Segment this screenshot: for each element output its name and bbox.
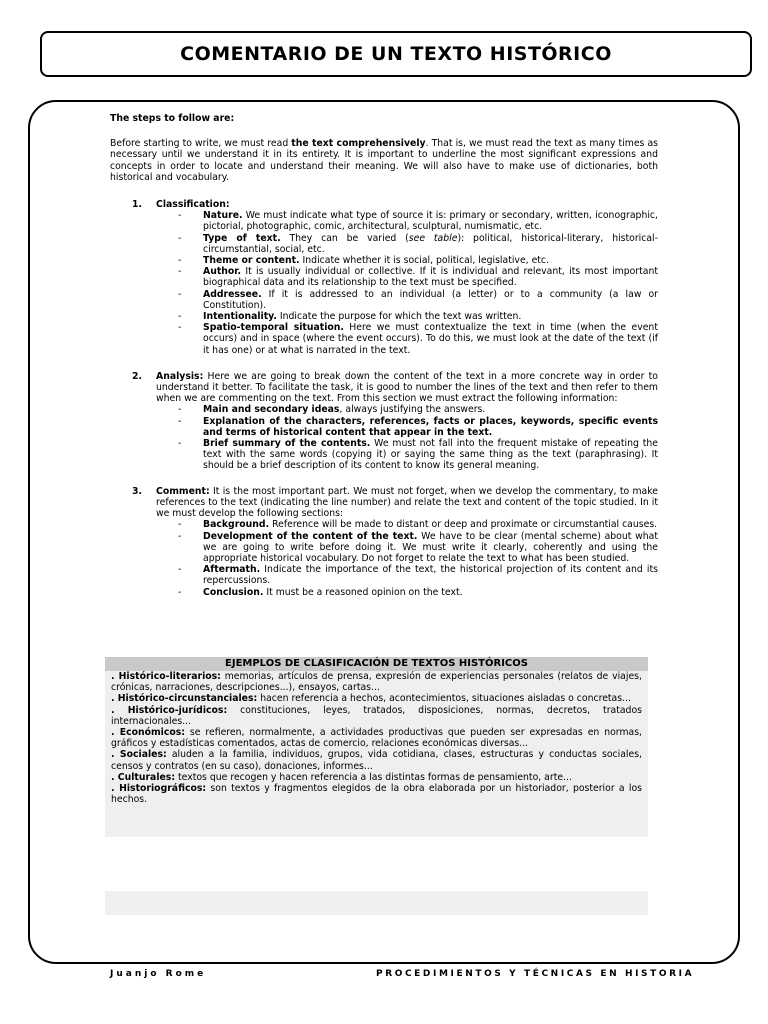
list-item: - Brief summary of the contents. We must not fall into the frequent mistake of repeating the text with the same words (copying it) or saying the same thing as the text (paraphrasing). It should be a brief description of its content to know its general meaning. bbox=[178, 438, 658, 472]
list-item: - Type of text. They can be varied (see table): political, historical-literary, historical-circumstantial, social, etc. bbox=[178, 232, 658, 255]
examples-list bbox=[105, 671, 648, 805]
list-item: - Intentionality. Indicate the purpose for which the text was written. bbox=[178, 311, 522, 323]
section-title: Comment: bbox=[156, 485, 210, 497]
section-text: It is the most important part. We must not forget, when we develop the commentary, to make references to the text (indicating the line number) and relate the text and content of the topic studied. In it we must develop the following sections: bbox=[156, 485, 658, 520]
list-item: - Addressee. If it is addressed to an individual (a letter) or to a community (a law or Constitution). bbox=[178, 288, 658, 311]
list-item: - Main and secondary ideas, always justifying the answers. bbox=[178, 404, 486, 416]
steps-heading: The steps to follow are: bbox=[110, 113, 235, 124]
section-title: Analysis: bbox=[156, 370, 204, 382]
example-item: . Histórico-circunstanciales: hacen referencia a hechos, acontecimientos, situaciones aisladas o concretas... bbox=[111, 693, 631, 705]
list-item: - Explanation of the characters, references, facts or places, keywords, specific events and terms of historical content that appear in the text. bbox=[178, 415, 658, 438]
main-content bbox=[110, 113, 658, 598]
list-item: - Theme or content. Indicate whether it is social, political, legislative, etc. bbox=[178, 255, 550, 267]
example-item: . Historiográficos: son textos y fragmentos elegidos de la obra elaborada por un historiador, posterior a los hechos. bbox=[111, 783, 642, 806]
section-analysis bbox=[110, 371, 658, 472]
footer-author: Juanjo Rome bbox=[110, 969, 207, 979]
example-item: . Sociales: aluden a la familia, individuos, grupos, vida cotidiana, clases, estructuras y conductas sociales, censos y contratos (en su caso), donaciones, informes... bbox=[111, 749, 642, 772]
list-item: - Author. It is usually individual or collective. If it is individual and relevant, its most important biographical data and its relationship to the text must be specified. bbox=[178, 266, 658, 289]
example-item: . Histórico-literarios: memorias, artículos de prensa, expresión de experiencias personales (relatos de viajes, crónicas, narraciones, descripciones...), ensayos, cartas... bbox=[111, 671, 642, 694]
section-items bbox=[156, 404, 658, 471]
intro-text-2: . That is, we must read the text as many times as necessary until we understand it in its entirety. It is important to underline the most significant expressions and concepts in order to locate and understand their meaning. We will also have to make use of dictionaries, both historical and vocabulary. bbox=[110, 138, 658, 183]
section-classification bbox=[110, 199, 658, 356]
intro-paragraph bbox=[110, 138, 658, 183]
section-number: 1. bbox=[132, 199, 143, 211]
section-items bbox=[156, 519, 658, 597]
list-item: - Spatio-temporal situation. Here we must contextualize the text in time (when the event occurs) and in space (where the event occurs). To do this, we must look at the date of the text (if it has one) or at what is narrated in the text. bbox=[178, 322, 658, 356]
section-text: Here we are going to break down the content of the text in a more concrete way in order to understand it better. To facilitate the task, it is good to number the lines of the text and then refer to them when we are commenting on the text. From this section we must extract the following information: bbox=[156, 370, 658, 405]
list-item: - Development of the content of the text. We have to be clear (mental scheme) about what we are going to write before doing it. We must write it clearly, coherently and using the appropriate historical vocabulary. Do not forget to relate the text to what has been studied. bbox=[178, 530, 658, 564]
section-number: 2. bbox=[132, 370, 143, 382]
list-item: - Aftermath. Indicate the importance of the text, the historical projection of its content and its repercussions. bbox=[178, 564, 658, 587]
list-item: - Background. Reference will be made to distant or deep and proximate or circumstantial causes. bbox=[178, 519, 658, 531]
footer-course: PROCEDIMIENTOS Y TÉCNICAS EN HISTORIA bbox=[376, 969, 695, 979]
list-item: - Conclusion. It must be a reasoned opinion on the text. bbox=[178, 586, 463, 598]
section-items bbox=[156, 210, 658, 356]
page-title: COMENTARIO DE UN TEXTO HISTÓRICO bbox=[180, 43, 612, 65]
examples-box bbox=[105, 657, 648, 837]
examples-header: EJEMPLOS DE CLASIFICACIÓN DE TEXTOS HISTÓRICOS bbox=[105, 657, 648, 671]
intro-bold: the text comprehensively bbox=[291, 138, 426, 150]
title-box bbox=[40, 31, 752, 77]
section-title: Classification: bbox=[156, 199, 230, 211]
example-item: . Culturales: textos que recogen y hacen referencia a las distintas formas de pensamiento, arte... bbox=[111, 771, 572, 783]
example-item: . Económicos: se refieren, normalmente, a actividades productivas que pueden ser expresadas en normas, gráficos y estadísticas comentados, actas de comercio, relaciones económicas diversas... bbox=[111, 727, 642, 750]
example-item: . Histórico-jurídicos: constituciones, leyes, tratados, disposiciones, normas, decretos, tratados internacionales... bbox=[111, 704, 642, 727]
intro-text-1: Before starting to write, we must read bbox=[110, 138, 292, 150]
list-item: - Nature. We must indicate what type of source it is: primary or secondary, written, iconographic, pictorial, photographic, comic, architectural, sculptural, numismatic, etc. bbox=[178, 210, 658, 233]
section-number: 3. bbox=[132, 485, 143, 497]
blank-shaded-box bbox=[105, 891, 648, 915]
section-comment bbox=[110, 486, 658, 598]
